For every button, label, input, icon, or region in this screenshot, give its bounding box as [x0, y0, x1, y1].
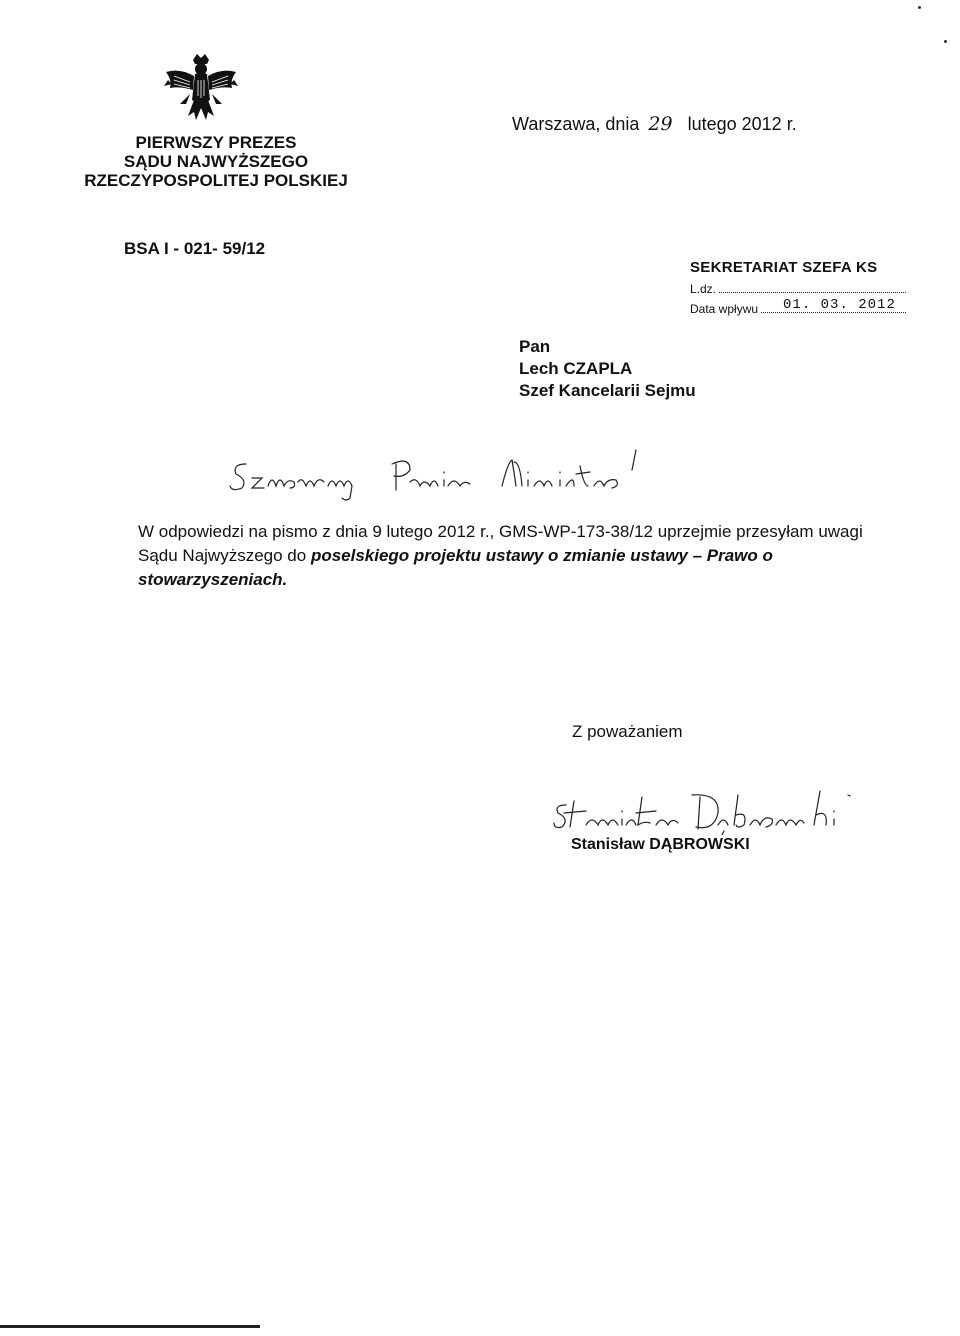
- addressee-honorific: Pan: [519, 337, 551, 356]
- stamp-date-label: Data wpływu: [690, 302, 759, 316]
- scan-speck: [944, 40, 947, 43]
- addressee-block: [519, 336, 696, 402]
- handwritten-signature: [552, 785, 872, 835]
- issuer-block: [56, 133, 376, 190]
- stamp-date-dots: [761, 297, 906, 313]
- receipt-stamp: [690, 259, 906, 316]
- body-bill-title: poselskiego projektu ustawy o zmianie ustawy – Prawo o stowarzyszeniach.: [138, 546, 773, 589]
- reference-number: BSA I - 021- 59/12: [124, 239, 266, 258]
- addressee-name: Lech CZAPLA: [519, 359, 633, 378]
- scan-edge-line: [0, 1325, 260, 1328]
- stamp-ldz-row: [690, 282, 906, 296]
- polish-eagle-emblem-icon: [160, 50, 242, 132]
- stamp-ldz-dots: [719, 282, 906, 293]
- closing-phrase: Z poważaniem: [572, 722, 683, 741]
- stamp-date-row: [690, 297, 906, 316]
- stamp-date-value: 01. 03. 2012: [783, 297, 896, 313]
- body-paragraph: [108, 520, 878, 592]
- issuer-country: RZECZYPOSPOLITEJ POLSKIEJ: [84, 171, 348, 190]
- date-line: [512, 113, 797, 135]
- stamp-title: SEKRETARIAT SZEFA KS: [690, 259, 878, 276]
- date-prefix: Warszawa, dnia: [512, 114, 640, 134]
- date-day-handwritten: 29: [648, 113, 673, 135]
- issuer-title: PIERWSZY PREZES: [135, 133, 297, 152]
- scan-speck: [918, 6, 921, 9]
- issuer-court: SĄDU NAJWYŻSZEGO: [123, 152, 309, 171]
- stamp-ldz-label: L.dz.: [690, 282, 717, 296]
- body-sentence: W odpowiedzi na pismo z dnia 9 lutego 2012 r., GMS-WP-173-38/12 uprzejmie przesyłam uwagi Sądu Najwyższego do: [138, 522, 863, 565]
- date-suffix: lutego 2012 r.: [687, 114, 797, 134]
- addressee-position: Szef Kancelarii Sejmu: [519, 381, 696, 400]
- handwritten-salutation: [224, 442, 664, 502]
- signer-name: Stanisław DĄBROWSKI: [571, 836, 750, 853]
- letter-body: [108, 520, 878, 592]
